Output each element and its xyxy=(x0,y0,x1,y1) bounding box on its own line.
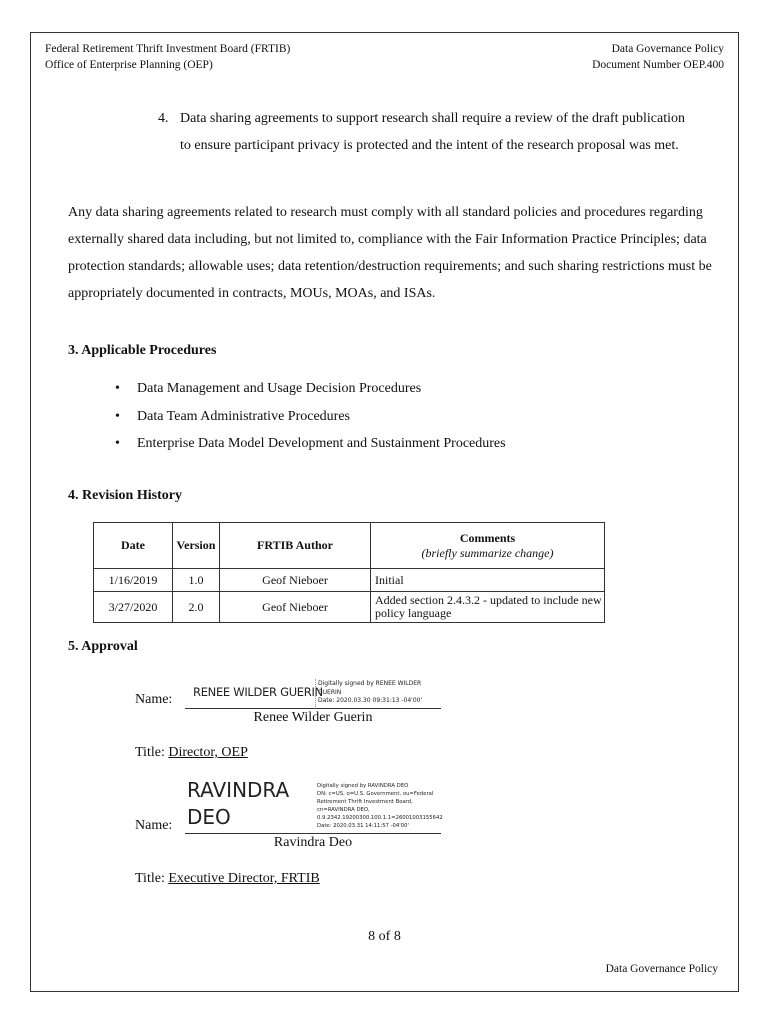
cell-version: 2.0 xyxy=(173,592,220,623)
list-item: • Enterprise Data Model Development and Sustainment Procedures xyxy=(115,430,506,458)
header-right xyxy=(592,41,724,73)
revision-history-table xyxy=(93,522,605,623)
footer-title: Data Governance Policy xyxy=(605,963,718,975)
col-comments-subtitle: (briefly summarize change) xyxy=(421,545,554,560)
signature-renee-wilder-guerin: RENEE WILDER GUERIN xyxy=(193,685,323,699)
digital-sig-line: DN: c=US, o=U.S. Government, ou=Federal xyxy=(317,791,434,797)
col-comments xyxy=(371,523,605,569)
procedures-list xyxy=(115,375,506,458)
section-5-heading: 5. Approval xyxy=(68,639,138,654)
signature-line-2 xyxy=(185,833,441,834)
digital-sig-line: 0.9.2342.19200300.100.1.1=26001003155642 xyxy=(317,815,443,821)
header-left xyxy=(45,41,290,73)
digital-sig-line: Retirement Thrift Investment Board, xyxy=(317,799,413,805)
col-author: FRTIB Author xyxy=(220,523,371,569)
signature-line-1 xyxy=(185,708,441,709)
title-label-1 xyxy=(135,745,248,761)
signer-title-1: Director, OEP xyxy=(168,745,248,760)
signer-title-2: Executive Director, FRTIB xyxy=(168,871,320,886)
digital-sig-line: cn=RAVINDRA DEO, xyxy=(317,807,370,813)
signer-name-2: Ravindra Deo xyxy=(273,835,353,850)
header-doc-title: Data Governance Policy xyxy=(611,43,724,55)
research-paragraph: Any data sharing agreements related to research must comply with all standard policies and procedures regarding externally shared data including, but not limited to, compliance with the Fair Information Practice Principles; data protection standards; allowable uses; data retention/destruction requirements; and such sharing restrictions must be appropriately documented in contracts, MOUs, MOAs, and ISAs. xyxy=(68,205,712,301)
signature-divider xyxy=(315,679,316,709)
signature-line-text: DEO xyxy=(187,805,231,829)
signer-name-1: Renee Wilder Guerin xyxy=(253,710,373,725)
header-org: Federal Retirement Thrift Investment Board (FRTIB) xyxy=(45,43,291,55)
digital-sig-line: Date: 2020.03.30 09:31:13 -04'00' xyxy=(318,697,423,704)
cell-version: 1.0 xyxy=(173,569,220,592)
table-row xyxy=(94,569,605,592)
signature-ravindra-deo xyxy=(187,777,289,831)
section-4-heading: 4. Revision History xyxy=(68,488,182,503)
digital-sig-line: Date: 2020.03.31 14:11:57 -04'00' xyxy=(317,823,409,829)
digital-signature-details-1 xyxy=(318,680,422,706)
digital-sig-line: Digitally signed by RAVINDRA DEO xyxy=(317,783,409,789)
digital-sig-line: Digitally signed by RENEE WILDER xyxy=(318,680,422,687)
list-item: • Data Team Administrative Procedures xyxy=(115,403,506,431)
col-date: Date xyxy=(94,523,173,569)
cell-author: Geof Nieboer xyxy=(220,592,371,623)
document-page xyxy=(30,32,739,992)
cell-date: 3/27/2020 xyxy=(94,592,173,623)
section-3-heading: 3. Applicable Procedures xyxy=(68,343,217,358)
name-label-1: Name: xyxy=(135,692,173,707)
header-office: Office of Enterprise Planning (OEP) xyxy=(45,59,213,71)
cell-date: 1/16/2019 xyxy=(94,569,173,592)
header-doc-number: Document Number OEP.400 xyxy=(592,59,724,71)
page-number: 8 of 8 xyxy=(368,929,401,944)
col-version: Version xyxy=(173,523,220,569)
title-label-text: Title: xyxy=(135,745,165,760)
signature-line-text: RAVINDRA xyxy=(187,778,290,802)
col-comments-title: Comments xyxy=(459,530,516,545)
title-label-2 xyxy=(135,871,320,887)
table-header-row xyxy=(94,523,605,569)
name-label-2: Name: xyxy=(135,818,173,833)
item-number: 4. xyxy=(158,111,169,126)
title-label-text: Title: xyxy=(135,871,165,886)
cell-author: Geof Nieboer xyxy=(220,569,371,592)
cell-comment: Initial xyxy=(371,569,605,592)
list-item: • Data Management and Usage Decision Procedures xyxy=(115,375,506,403)
cell-comment: Added section 2.4.3.2 - updated to include new policy language xyxy=(371,592,605,623)
table-row xyxy=(94,592,605,623)
digital-signature-details-2 xyxy=(317,782,443,830)
item-text: Data sharing agreements to support research shall require a review of the draft publication to ensure participant privacy is protected and the intent of the research proposal was met. xyxy=(180,111,685,153)
digital-sig-line: GUERIN xyxy=(318,688,342,696)
